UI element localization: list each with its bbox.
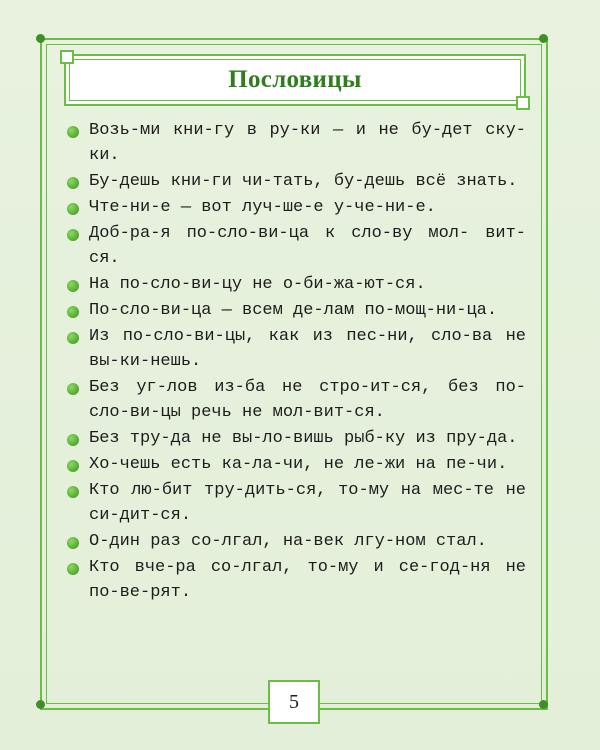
green-bullet-icon: [67, 280, 79, 292]
proverb-item: [64, 298, 526, 323]
proverb-item: [64, 452, 526, 477]
proverb-line: знать.: [456, 172, 518, 191]
green-bullet-icon: [67, 563, 79, 575]
proverb-line: пру-да.: [446, 429, 518, 448]
green-bullet-icon: [67, 434, 79, 446]
proverb-line: по-сло-ви-цы речь не мол-вит-ся.: [89, 378, 527, 422]
proverb-line: Кто вче-ра со-лгал, то-му и се-год-ня не: [89, 558, 526, 577]
proverb-line: не си-дит-ся.: [89, 481, 526, 525]
proverb-line: ску-ки.: [89, 121, 526, 165]
proverb-item: [64, 195, 526, 220]
proverb-line: вит-ся.: [89, 224, 527, 268]
green-bullet-icon: [67, 203, 79, 215]
proverb-line: Из по-сло-ви-цы, как из пес-ни, сло-ва: [89, 327, 493, 346]
green-bullet-icon: [67, 537, 79, 549]
green-bullet-icon: [67, 460, 79, 472]
green-bullet-icon: [67, 126, 79, 138]
proverb-line: Чте-ни-е — вот луч-ше-е у-че-ни-е.: [89, 198, 436, 217]
corner-dot-icon: [539, 700, 548, 709]
proverb-line: Без тру-да не вы-ло-вишь рыб-ку из: [89, 429, 436, 448]
green-bullet-icon: [67, 177, 79, 189]
proverb-line: На по-сло-ви-цу не о-би-жа-ют-ся.: [89, 275, 426, 294]
proverb-item: [64, 555, 526, 605]
green-bullet-icon: [67, 383, 79, 395]
page-number: 5: [268, 680, 320, 724]
proverb-line: Кто лю-бит тру-дить-ся, то-му на мес-те: [89, 481, 494, 500]
proverb-item: [64, 169, 526, 194]
green-bullet-icon: [67, 306, 79, 318]
proverb-line: О-дин раз со-лгал, на-век лгу-ном стал.: [89, 532, 487, 551]
green-bullet-icon: [67, 332, 79, 344]
corner-dot-icon: [36, 34, 45, 43]
proverb-line: Доб-ра-я по-сло-ви-ца к сло-ву мол-: [89, 224, 470, 243]
proverb-list: [64, 118, 526, 606]
proverb-line: Без уг-лов из-ба не стро-ит-ся, без: [89, 378, 479, 397]
proverb-item: [64, 375, 526, 425]
green-bullet-icon: [67, 229, 79, 241]
proverb-line: Возь-ми кни-гу в ру-ки — и не бу-дет: [89, 121, 473, 140]
proverb-item: [64, 426, 526, 451]
proverb-line: По-сло-ви-ца — всем де-лам по-мощ-ни-ца.: [89, 301, 498, 320]
proverb-item: [64, 272, 526, 297]
page-title: Пословицы: [228, 66, 362, 93]
proverb-line: пе-чи.: [446, 455, 508, 474]
proverb-item: [64, 118, 526, 168]
title-banner: [64, 54, 526, 106]
proverb-item: [64, 529, 526, 554]
proverb-item: [64, 221, 526, 271]
proverb-line: Бу-дешь кни-ги чи-тать, бу-дешь всё: [89, 172, 447, 191]
proverb-line: по-ве-рят.: [89, 583, 192, 602]
proverb-line: не вы-ки-нешь.: [89, 327, 526, 371]
corner-dot-icon: [36, 700, 45, 709]
proverb-item: [64, 324, 526, 374]
proverb-line: Хо-чешь есть ка-ла-чи, не ле-жи на: [89, 455, 436, 474]
proverb-item: [64, 478, 526, 528]
corner-dot-icon: [539, 34, 548, 43]
green-bullet-icon: [67, 486, 79, 498]
